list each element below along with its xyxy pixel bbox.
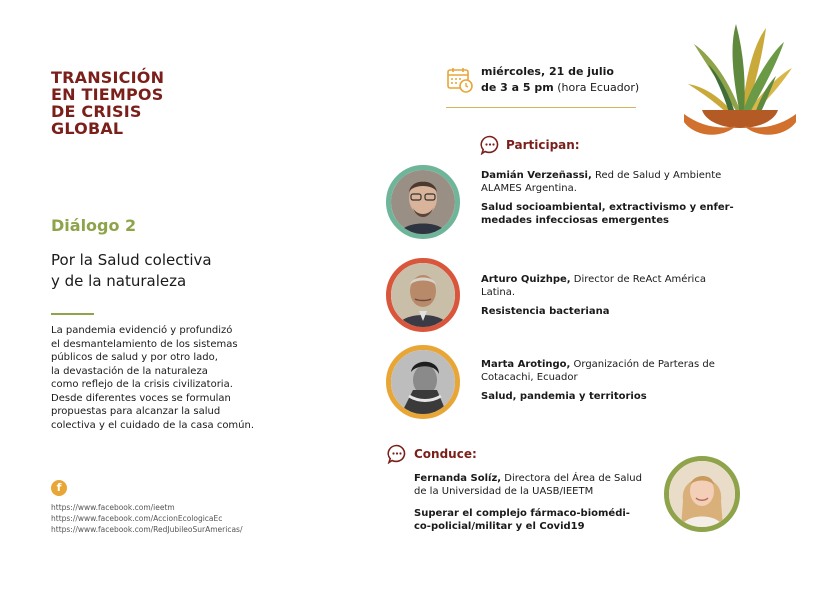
moderator-name: Fernanda Solíz, [414, 473, 502, 484]
participant-1-name: Damián Verzeñassi, [481, 170, 592, 181]
participant-2-info [481, 273, 741, 299]
event-time-range: de 3 a 5 pm [481, 81, 554, 94]
divider-short [51, 313, 94, 315]
moderator-topic-line-2: co-policial/militar y el Covid19 [414, 521, 585, 532]
participant-3-name: Marta Arotingo, [481, 359, 571, 370]
intro-line: colectiva y el cuidado de la casa común. [51, 419, 255, 431]
participant-1-affiliation-2: ALAMES Argentina. [481, 183, 577, 194]
dialog-number: Diálogo 2 [51, 216, 137, 235]
title-line-1: TRANSICIÓN [51, 68, 165, 87]
chat-bubble-icon [480, 135, 500, 155]
facebook-link-red-jubileo[interactable]: https://www.facebook.com/RedJubileoSurAmericas/ [51, 525, 243, 534]
title-line-4: GLOBAL [51, 119, 124, 138]
moderator-heading: Conduce: [414, 447, 477, 461]
event-time [481, 81, 639, 94]
moderator-info [414, 472, 664, 498]
participant-1-info [481, 169, 741, 195]
chat-bubble-icon [387, 444, 407, 464]
event-timezone: (hora Ecuador) [553, 81, 640, 94]
title-line-3: DE CRISIS [51, 102, 142, 121]
subtitle-line-2: y de la naturaleza [51, 272, 187, 290]
participants-heading: Participan: [506, 138, 580, 152]
participant-1-topic-line-1: Salud socioambiental, extractivismo y enfer- [481, 202, 734, 213]
avatar-damian-verzenassi [386, 165, 460, 239]
participant-3-info [481, 358, 741, 384]
participant-1-topic [481, 201, 741, 227]
intro-line: como reflejo de la crisis civilizatoria. [51, 379, 233, 390]
facebook-link-ieetm[interactable]: https://www.facebook.com/ieetm [51, 503, 175, 512]
moderator-topic [414, 507, 664, 533]
intro-line: propuestas para alcanzar la salud [51, 406, 221, 417]
participant-3-affiliation-2: Cotacachi, Ecuador [481, 372, 578, 383]
intro-line: Desde diferentes voces se formulan [51, 392, 231, 404]
participant-2-topic-line-1: Resistencia bacteriana [481, 306, 610, 317]
avatar-fernanda-soliz [664, 456, 740, 532]
subtitle-line-1: Por la Salud colectiva [51, 251, 212, 269]
dialog-subtitle [51, 250, 291, 292]
moderator-topic-line-1: Superar el complejo fármaco-biomédi- [414, 508, 630, 519]
participant-2-topic [481, 305, 741, 318]
participant-3-affiliation: Organización de Parteras de [570, 359, 715, 370]
participant-2-affiliation-2: Latina. [481, 287, 516, 298]
intro-line: la devastación de la naturaleza [51, 365, 208, 377]
event-date: miércoles, 21 de julio [481, 65, 614, 78]
title-line-2: EN TIEMPOS [51, 85, 164, 104]
participant-1-topic-line-2: medades infecciosas emergentes [481, 215, 669, 226]
participant-3-topic [481, 390, 741, 403]
participant-2-name: Arturo Quizhpe, [481, 274, 571, 285]
participant-2-affiliation: Director de ReAct América [570, 274, 706, 285]
moderator-affiliation: Directora del Área de Salud [501, 473, 642, 484]
intro-line: La pandemia evidenció y profundizó [51, 325, 233, 336]
moderator-affiliation-2: de la Universidad de la UASB/IEETM [414, 486, 594, 497]
plant-illustration-icon [680, 14, 800, 154]
calendar-icon [446, 66, 474, 94]
divider-gold [446, 107, 636, 108]
avatar-marta-arotingo [386, 345, 460, 419]
participant-1-affiliation: Red de Salud y Ambiente [591, 170, 722, 181]
intro-paragraph [51, 324, 301, 432]
facebook-link-accion-ecologica[interactable]: https://www.facebook.com/AccionEcologicaEc [51, 514, 223, 523]
intro-line: el desmantelamiento de los sistemas [51, 338, 238, 350]
participant-3-topic-line-1: Salud, pandemia y territorios [481, 391, 647, 402]
facebook-icon[interactable]: f [51, 480, 67, 496]
avatar-arturo-quizhpe [386, 258, 460, 332]
intro-line: públicos de salud y por otro lado, [51, 352, 218, 363]
